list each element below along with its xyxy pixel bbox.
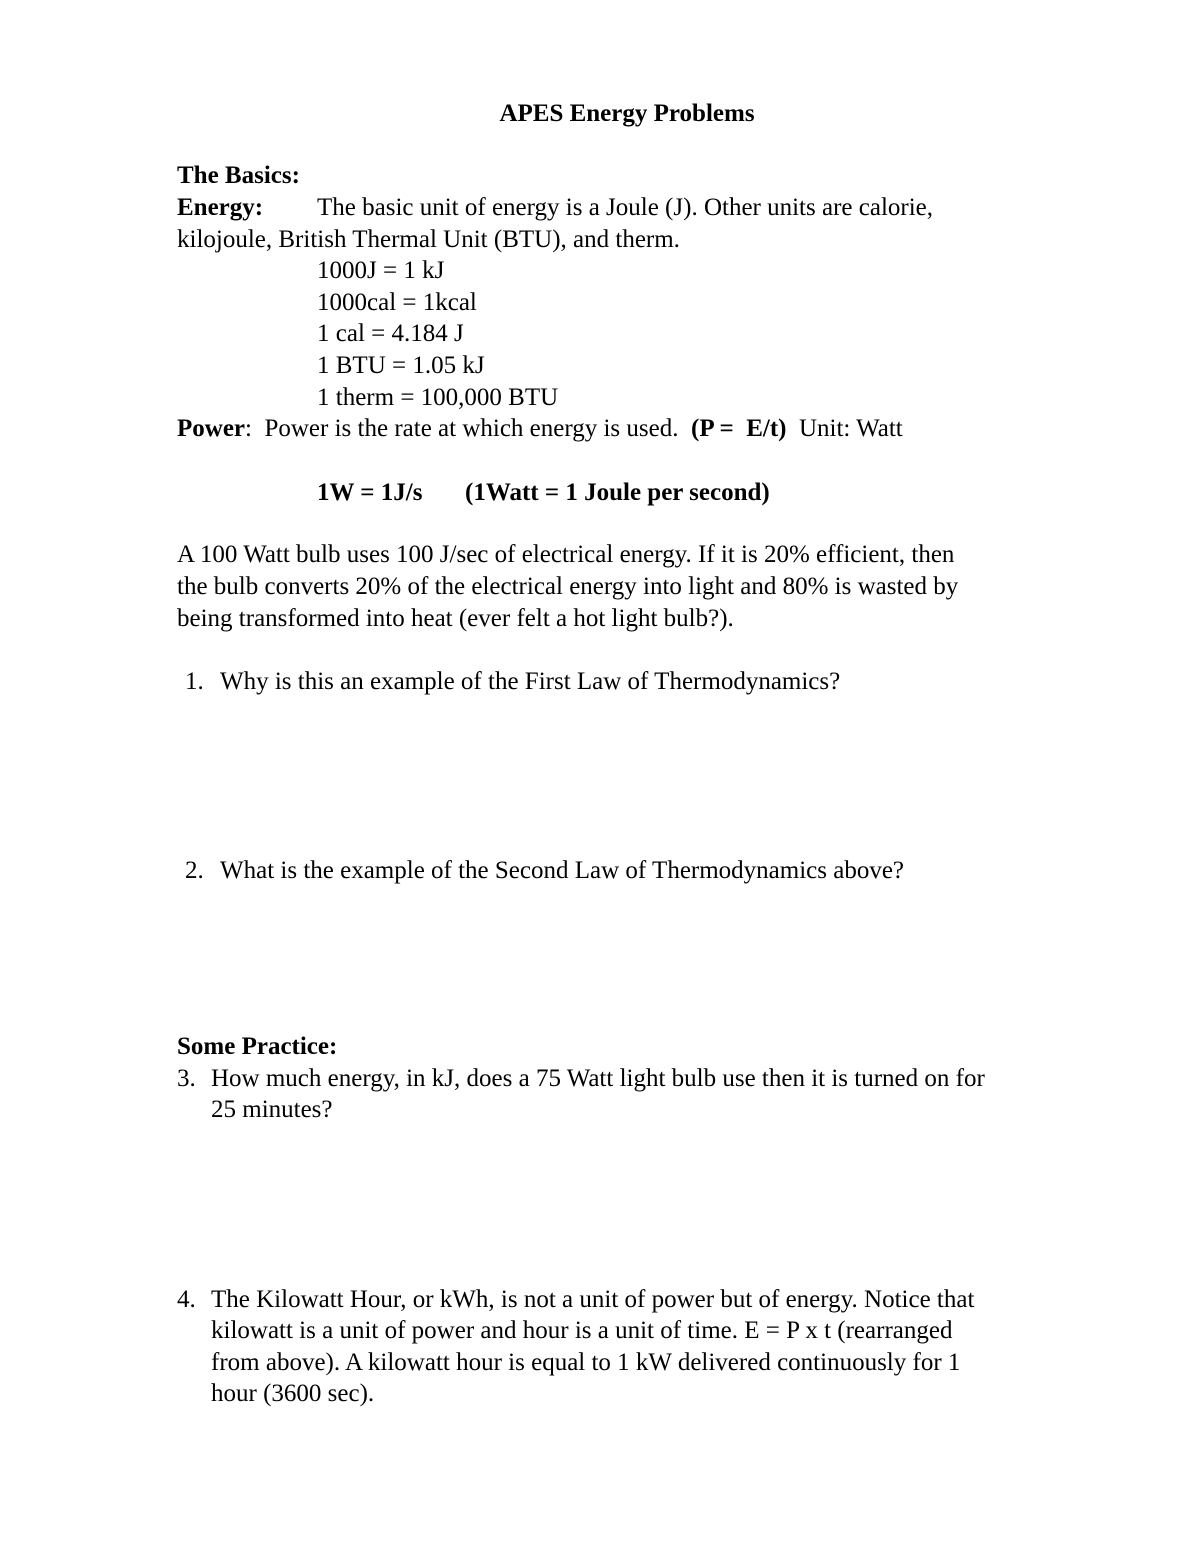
energy-text-line-1: The basic unit of energy is a Joule (J). Other units are calorie,	[317, 194, 934, 221]
bulb-paragraph-line-2: the bulb converts 20% of the electrical energy into light and 80% is wasted by	[177, 573, 959, 600]
question-4-line-4: hour (3600 sec).	[211, 1380, 375, 1407]
watt-equation: 1W = 1J/s	[317, 479, 423, 506]
conversion-kcal: 1000cal = 1kcal	[317, 289, 477, 316]
bulb-paragraph-line-1: A 100 Watt bulb uses 100 J/sec of electrical energy. If it is 20% efficient, then	[177, 541, 955, 568]
energy-label: Energy:	[177, 194, 264, 221]
bulb-paragraph-line-3: being transformed into heat (ever felt a hot light bulb?).	[177, 605, 734, 632]
question-4-number: 4.	[177, 1286, 196, 1313]
basics-heading: The Basics:	[177, 162, 300, 189]
conversion-kj: 1000J = 1 kJ	[317, 257, 445, 284]
page-title: APES Energy Problems	[499, 100, 755, 127]
question-2-number: 2.	[185, 857, 204, 884]
power-unit: Unit: Watt	[786, 415, 903, 442]
conversion-cal: 1 cal = 4.184 J	[317, 320, 464, 347]
practice-heading: Some Practice:	[177, 1033, 338, 1060]
power-line	[177, 413, 903, 445]
watt-definition: (1Watt = 1 Joule per second)	[465, 479, 770, 506]
question-4-line-1: The Kilowatt Hour, or kWh, is not a unit of power but of energy. Notice that	[211, 1286, 975, 1313]
question-1-text: Why is this an example of the First Law of Thermodynamics?	[220, 668, 841, 695]
question-4-line-3: from above). A kilowatt hour is equal to 1 kW delivered continuously for 1	[211, 1349, 961, 1376]
question-4-line-2: kilowatt is a unit of power and hour is a unit of time. E = P x t (rearranged	[211, 1317, 953, 1344]
energy-text-line-2: kilojoule, British Thermal Unit (BTU), and therm.	[177, 226, 680, 253]
question-3-line-2: 25 minutes?	[211, 1096, 333, 1123]
question-3-number: 3.	[177, 1065, 196, 1092]
conversion-therm: 1 therm = 100,000 BTU	[317, 384, 559, 411]
question-3-line-1: How much energy, in kJ, does a 75 Watt light bulb use then it is turned on for	[211, 1065, 985, 1092]
power-label: Power	[177, 415, 246, 442]
power-text: : Power is the rate at which energy is used.	[245, 415, 691, 442]
question-2-text: What is the example of the Second Law of Thermodynamics above?	[220, 857, 905, 884]
power-formula: (P = E/t)	[691, 415, 787, 442]
question-1-number: 1.	[185, 668, 204, 695]
conversion-btu: 1 BTU = 1.05 kJ	[317, 352, 485, 379]
